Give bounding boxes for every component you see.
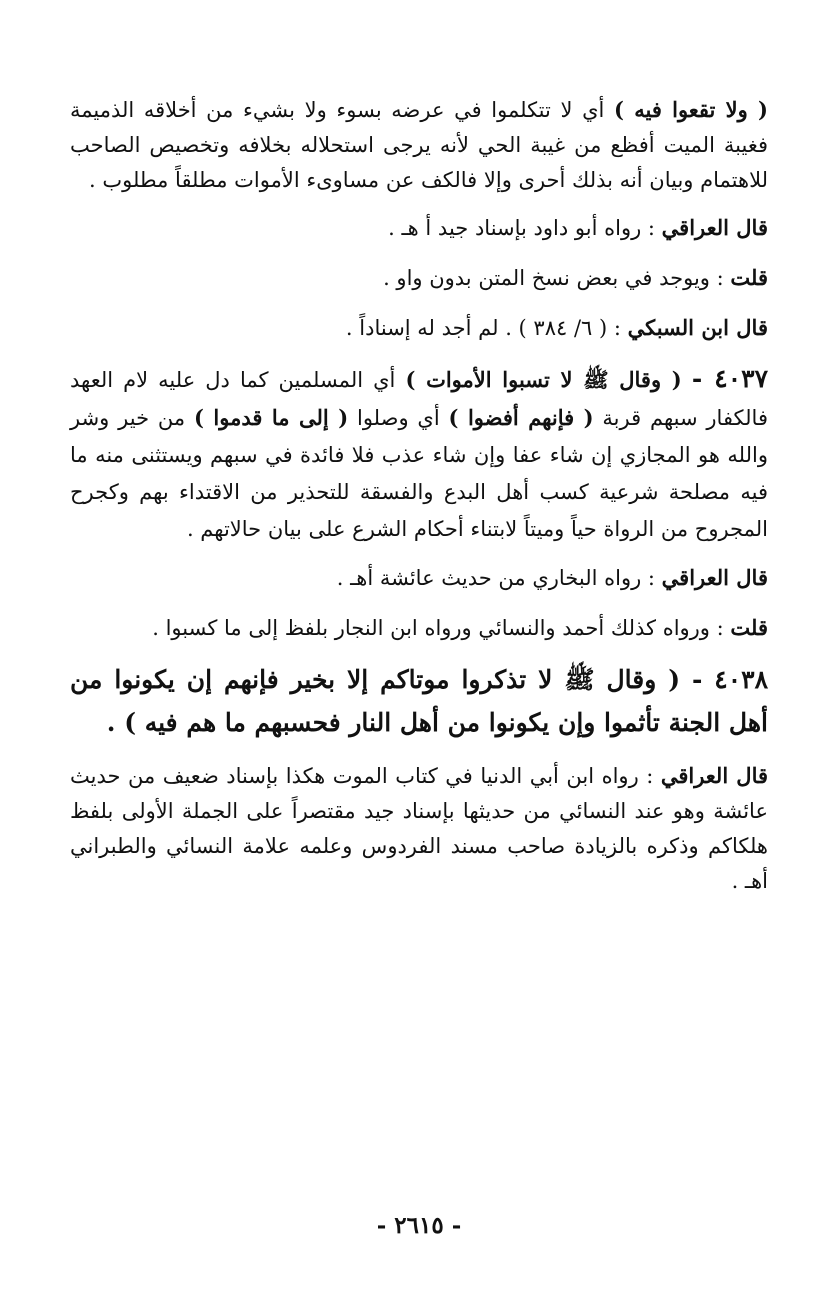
citation-label: قال العراقي xyxy=(661,565,768,590)
note-label: قلت xyxy=(730,615,768,640)
commentary-text: أي المسلمين كما دل عليه لام العهد فالكفار سبهم قربة xyxy=(70,368,768,430)
citation-iraqi xyxy=(70,758,768,899)
note-text: : ويوجد في بعض نسخ المتن بدون واو . xyxy=(383,266,731,290)
note-paragraph xyxy=(70,260,768,296)
hadith-text: ( إلى ما قدموا ) xyxy=(193,405,349,430)
citation-text: : رواه البخاري من حديث عائشة أهـ . xyxy=(336,566,662,590)
hadith-entry-4037 xyxy=(70,360,768,548)
commentary-text: أي وصلوا xyxy=(348,406,449,430)
citation-subki xyxy=(70,310,768,346)
hadith-number: ٤٠٣٧ - xyxy=(691,364,768,393)
citation-label: قال العراقي xyxy=(661,215,768,240)
note-label: قلت xyxy=(730,265,768,290)
commentary-text: أي لا تتكلموا في عرضه بسوء ولا بشيء من أخلاقه الذميمة فغيبة الميت أفظع من غيبة الحي لأنه يرجى استحلاله بخلافه وتخصيص الصاحب للاهتمام وبيان أنه بذلك أحرى وإلا فالكف عن مساوىء الأموات مطلقاً مطلوب . xyxy=(70,98,768,192)
page-body xyxy=(70,92,768,911)
commentary-text: من خير وشر والله هو المجازي إن شاء عفا وإن شاء عذب فلا فائدة في سبهم ويستثنى منه ما فيه مصلحة شرعية كسب أهل البدع والفسقة للتحذير من الاقتداء بهم وكجرح المجروح من الرواة حياً وميتاً لابتناء أحكام الشرع على بيان حالاتهم . xyxy=(70,406,768,541)
note-text: : ورواه كذلك أحمد والنسائي ورواه ابن النجار بلفظ إلى ما كسبوا . xyxy=(152,616,731,640)
hadith-number: ٤٠٣٨ - xyxy=(691,665,768,694)
citation-text: : ( ٦/ ٣٨٤ ) . لم أجد له إسناداً . xyxy=(345,316,628,340)
hadith-text: ( وقال ﷺ لا تسبوا الأموات ) xyxy=(405,367,682,392)
commentary-paragraph xyxy=(70,92,768,198)
hadith-entry-4038 xyxy=(70,658,768,744)
hadith-text: ( فإنهم أفضوا ) xyxy=(448,405,594,430)
citation-iraqi xyxy=(70,210,768,246)
quoted-hadith-text: ( ولا تقعوا فيه ) xyxy=(614,97,768,122)
citation-text: : رواه ابن أبي الدنيا في كتاب الموت هكذا بإسناد ضعيف من حديث عائشة وهو عند النسائي من حديثها بإسناد جيد مقتصراً على الجملة الأولى بلفظ هلكاكم وذكره بالزيادة صاحب مسند الفردوس وعلمه علامة النسائي والطبراني أهـ . xyxy=(70,764,768,893)
hadith-text: ( وقال ﷺ لا تذكروا موتاكم إلا بخير فإنهم إن يكونوا من أهل الجنة تأثموا وإن يكونوا من أهل النار فحسبهم ما هم فيه ) . xyxy=(70,665,768,737)
citation-label: قال العراقي xyxy=(660,763,769,788)
note-paragraph xyxy=(70,610,768,646)
citation-text: : رواه أبو داود بإسناد جيد أ هـ . xyxy=(388,216,662,240)
citation-iraqi xyxy=(70,560,768,596)
page-number: - ٢٦١٥ - xyxy=(376,1212,462,1239)
citation-label: قال ابن السبكي xyxy=(627,315,768,340)
